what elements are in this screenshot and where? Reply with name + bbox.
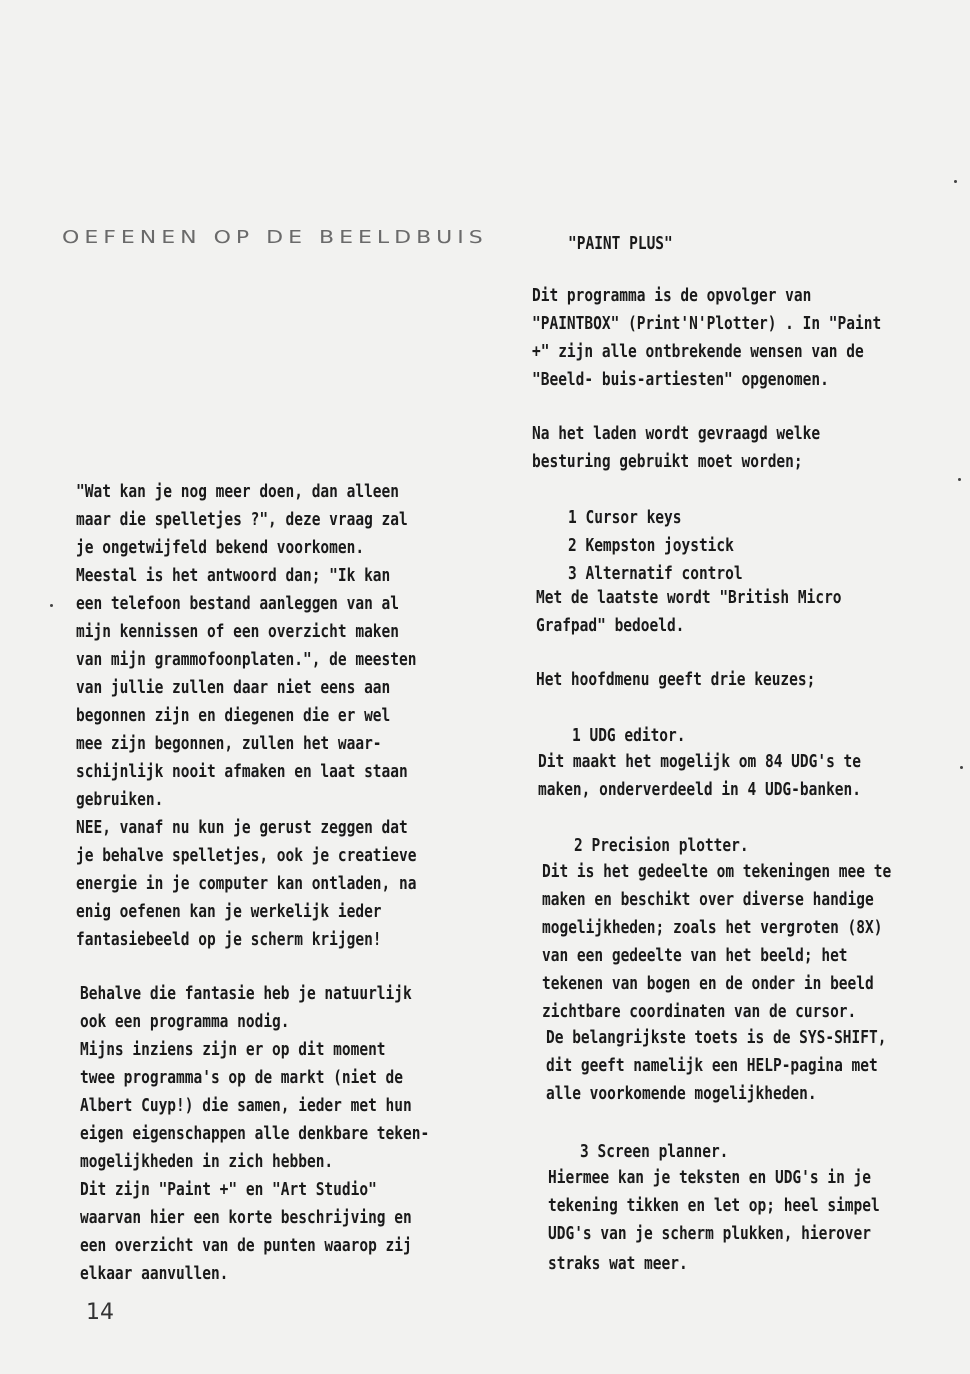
right-line: mogelijkheden; zoals het vergroten (8X) [542,918,883,938]
left-line: Albert Cuyp!) die samen, ieder met hun [80,1096,412,1116]
left-line: je ongetwijfeld bekend voorkomen. [76,538,365,558]
right-line: besturing gebruikt moet worden; [532,452,803,472]
right-line: dit geeft namelijk een HELP-pagina met [546,1056,878,1076]
right-line: 2 Kempston joystick [568,536,734,556]
left-line: je behalve spelletjes, ook je creatieve [76,846,417,866]
left-line: NEE, vanaf nu kun je gerust zeggen dat [76,818,408,838]
left-line: eigen eigenschappen alle denkbare teken- [80,1124,430,1144]
right-line: Met de laatste wordt "British Micro [536,588,842,608]
left-line: enig oefenen kan je werkelijk ieder [76,902,382,922]
right-line: "Beeld- buis-artiesten" opgenomen. [532,370,829,390]
right-line: maken, onderverdeeld in 4 UDG-banken. [538,780,862,800]
right-line: "PAINTBOX" (Print'N'Plotter) . In "Paint [532,314,882,334]
left-line: fantasiebeeld op je scherm krijgen! [76,930,382,950]
left-line: Mijns inziens zijn er op dit moment [80,1040,386,1060]
left-line: begonnen zijn en diegenen die er wel [76,706,391,726]
right-line: De belangrijkste toets is de SYS-SHIFT, [546,1028,887,1048]
left-line: maar die spelletjes ?", deze vraag zal [76,510,408,530]
edge-mark [960,766,963,769]
right-line: Grafpad" bedoeld. [536,616,685,636]
left-line: "Wat kan je nog meer doen, dan alleen [76,482,400,502]
left-line: twee programma's op de markt (niet de [80,1068,404,1088]
edge-mark [958,478,961,481]
left-line: elkaar aanvullen. [80,1264,229,1284]
right-line: maken en beschikt over diverse handige [542,890,874,910]
edge-mark [50,604,53,607]
right-line: Dit is het gedeelte om tekeningen mee te [542,862,892,882]
right-line: Dit programma is de opvolger van [532,286,812,306]
right-line: tekening tikken en let op; heel simpel [548,1196,880,1216]
left-line: mogelijkheden in zich hebben. [80,1152,334,1172]
right-line: 1 Cursor keys [568,508,682,528]
right-line: Na het laden wordt gevraagd welke [532,424,821,444]
left-line: waarvan hier een korte beschrijving en [80,1208,412,1228]
left-line: een telefoon bestand aanleggen van al [76,594,400,614]
right-line: UDG's van je scherm plukken, hierover [548,1224,872,1244]
left-line: Dit zijn "Paint +" en "Art Studio" [80,1180,377,1200]
right-line: 3 Alternatif control [568,564,743,584]
left-line: ook een programma nodig. [80,1012,290,1032]
left-line: van jullie zullen daar niet eens aan [76,678,391,698]
left-line: gebruiken. [76,790,164,810]
left-line: energie in je computer kan ontladen, na [76,874,417,894]
right-line: Het hoofdmenu geeft drie keuzes; [536,670,816,690]
right-line: +" zijn alle ontbrekende wensen van de [532,342,864,362]
right-line: 2 Precision plotter. [574,836,749,856]
page-title: OEFENEN OP DE BEELDBUIS [62,228,488,248]
page-number: 14 [86,1300,114,1325]
left-line: mijn kennissen of een overzicht maken [76,622,400,642]
edge-mark [954,180,957,183]
right-line: 3 Screen planner. [580,1142,729,1162]
right-heading: "PAINT PLUS" [568,234,673,254]
left-line: mee zijn begonnen, zullen het waar- [76,734,382,754]
right-line: tekenen van bogen en de onder in beeld [542,974,874,994]
right-line: Dit maakt het mogelijk om 84 UDG's te [538,752,862,772]
right-line: straks wat meer. [548,1254,688,1274]
right-line: 1 UDG editor. [572,726,686,746]
right-line: van een gedeelte van het beeld; het [542,946,848,966]
left-line: Meestal is het antwoord dan; "Ik kan [76,566,391,586]
left-line: van mijn grammofoonplaten.", de meesten [76,650,417,670]
left-line: een overzicht van de punten waarop zij [80,1236,412,1256]
right-line: zichtbare coordinaten van de cursor. [542,1002,857,1022]
right-line: Hiermee kan je teksten en UDG's in je [548,1168,872,1188]
right-line: alle voorkomende mogelijkheden. [546,1084,817,1104]
left-line: Behalve die fantasie heb je natuurlijk [80,984,412,1004]
left-line: schijnlijk nooit afmaken en laat staan [76,762,408,782]
